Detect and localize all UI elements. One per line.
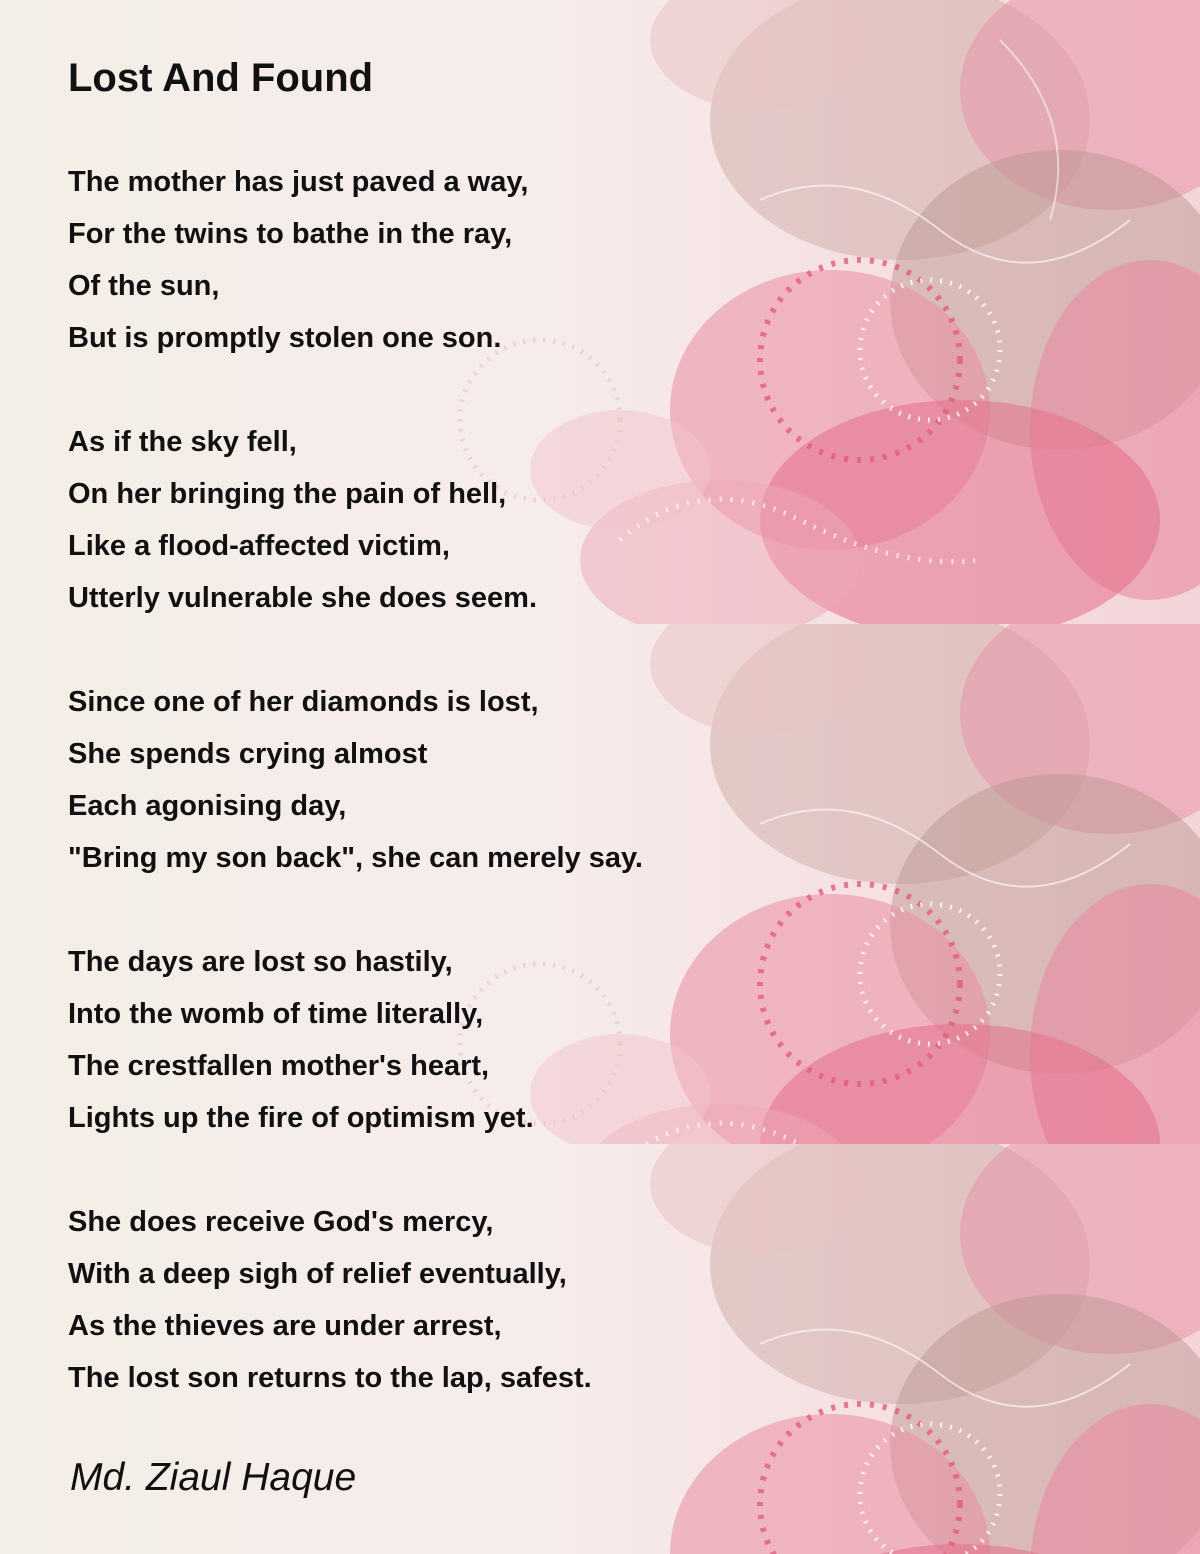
- stanza-5: [68, 1196, 643, 1404]
- poem-body: [68, 156, 643, 1456]
- stanza-2: [68, 416, 643, 624]
- poem-line: "Bring my son back", she can merely say.: [68, 842, 643, 874]
- poem-line: She does receive God's mercy,: [68, 1206, 494, 1238]
- poem-line: With a deep sigh of relief eventually,: [68, 1258, 567, 1290]
- poem-line: The days are lost so hastily,: [68, 946, 453, 978]
- poem-line: Of the sun,: [68, 270, 220, 302]
- poem-line: The crestfallen mother's heart,: [68, 1050, 490, 1082]
- poem-line: But is promptly stolen one son.: [68, 322, 502, 354]
- poem-line: She spends crying almost: [68, 738, 428, 770]
- stanza-4: [68, 936, 643, 1144]
- poem-line: Into the womb of time literally,: [68, 998, 484, 1030]
- poem-line: The lost son returns to the lap, safest.: [68, 1362, 592, 1394]
- poem-title: Lost And Found: [68, 56, 374, 100]
- poem-line: Since one of her diamonds is lost,: [68, 686, 539, 718]
- poem-line: Each agonising day,: [68, 790, 347, 822]
- poem-line: For the twins to bathe in the ray,: [68, 218, 513, 250]
- poem-line: Lights up the fire of optimism yet.: [68, 1102, 534, 1134]
- poem-line: As if the sky fell,: [68, 426, 297, 458]
- poem-line: Utterly vulnerable she does seem.: [68, 582, 538, 614]
- poem-line: As the thieves are under arrest,: [68, 1310, 502, 1342]
- stanza-3: [68, 676, 643, 884]
- poem-line: On her bringing the pain of hell,: [68, 478, 507, 510]
- poem-author: Md. Ziaul Haque: [70, 1456, 357, 1499]
- poem-line: The mother has just paved a way,: [68, 166, 529, 198]
- stanza-1: [68, 156, 643, 364]
- poem-line: Like a flood-affected victim,: [68, 530, 450, 562]
